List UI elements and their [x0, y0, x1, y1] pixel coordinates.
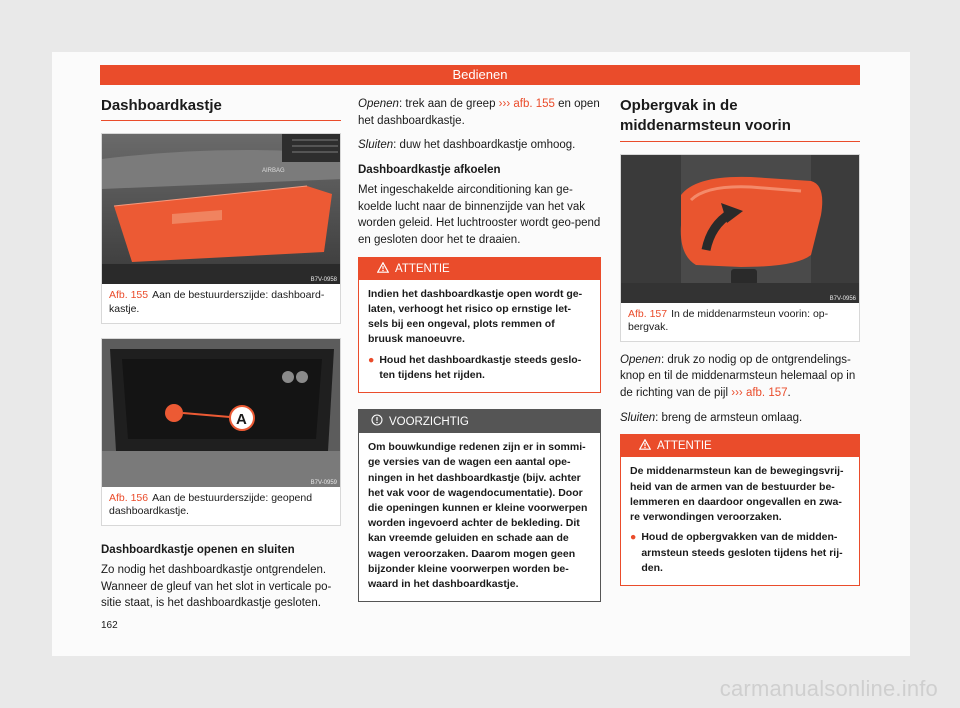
warning-title: ATTENTIE: [657, 440, 712, 453]
glovebox-closed-illustration: [102, 134, 340, 284]
info-circle-icon: [371, 414, 383, 429]
arrow-glyph: ›››: [498, 98, 511, 110]
column-right: [620, 96, 860, 586]
figure-156-image: [102, 339, 340, 487]
figure-155-image: [102, 134, 340, 284]
caption-text: Aan de bestuurderszijde: dashboard-kastje.: [109, 289, 325, 315]
figure-link[interactable]: afb. 155: [513, 98, 555, 110]
bullet-dot-icon: ●: [630, 531, 637, 544]
figure-code: B7V-0959: [310, 479, 337, 486]
open-text-end: .: [787, 387, 791, 400]
column-left: [101, 96, 341, 620]
bullet-dot-icon: ●: [368, 353, 375, 366]
subsection: [101, 542, 341, 612]
cooling-heading: Dashboardkastje afkoelen: [358, 164, 501, 177]
open-text: : druk zo nodig op de ontgrendelings-knop en til de middenarmsteun helemaal op in de richting van de pijl: [620, 353, 856, 400]
section-title-wrapper: [620, 96, 860, 142]
warning-box: [620, 434, 860, 586]
close-text: : duw het dashboardkastje omhoog.: [393, 139, 576, 152]
figure-code: B7V-0956: [829, 295, 856, 302]
watermark: carmanualsonline.info: [719, 676, 938, 701]
subheading: Dashboardkastje openen en sluiten: [101, 543, 295, 556]
section-title: Dashboardkastje: [101, 97, 222, 114]
warning-triangle-icon: [639, 439, 651, 453]
figure-ref: Afb. 155: [109, 289, 149, 302]
figure-ref: Afb. 156: [109, 491, 149, 504]
caution-header: [359, 410, 600, 433]
warning-body: [359, 280, 600, 392]
figure-156: [101, 338, 341, 526]
figure-157-caption: [621, 303, 859, 341]
warning-bullet: [368, 353, 591, 383]
figure-156-caption: [102, 487, 340, 525]
warning-text: De middenarmsteun kan de bewegingsvrij-heid van de armen van de bestuurder be-lemmeren en daardoor ongevallen en zwa-re verwondingen veroorzaken.: [630, 465, 844, 524]
figure-link[interactable]: afb. 157: [745, 387, 788, 400]
bullet-text: Houd de opbergvakken van de midden-armsteun steeds gesloten tijdens het rij-den.: [641, 531, 843, 574]
caution-title: VOORZICHTIG: [389, 415, 469, 428]
arrow-glyph: ›››: [731, 387, 743, 400]
page-number: 162: [101, 620, 118, 631]
open-instruction: [358, 96, 601, 129]
close-text: : breng de armsteun omlaag.: [655, 411, 803, 424]
warning-title: ATTENTIE: [395, 262, 450, 275]
open-label: Openen: [358, 98, 399, 110]
paragraph: Zo nodig het dashboardkastje ontgrendelen. Wanneer de gleuf van het slot in verticale po-sitie staat, is het dashboardkastje gesloten.: [101, 563, 332, 610]
glovebox-open-illustration: [102, 339, 340, 487]
warning-body: [621, 457, 859, 585]
open-text: : trek aan de greep: [398, 98, 499, 110]
caption-text: In de middenarmsteun voorin: op-bergvak.: [628, 307, 829, 334]
bullet-text: Houd het dashboardkastje steeds geslo-ten tijdens het rijden.: [379, 353, 582, 381]
close-instruction: [620, 410, 860, 427]
caption-text: Aan de bestuurderszijde: geopend dashboardkastje.: [109, 491, 313, 518]
airbag-label: AIRBAG: [262, 168, 285, 175]
callout-a: A: [236, 410, 247, 428]
open-instruction: [620, 352, 860, 402]
open-label: Openen: [620, 353, 661, 366]
cooling-paragraph: Met ingeschakelde airconditioning kan ge-koelde lucht naar de binnenzijde van het vak worden geleid. Het luchtrooster wordt geo-pend en gesloten door het te draaien.: [358, 184, 601, 247]
open-text-end: en open het dashboardkastje.: [358, 98, 600, 127]
close-instruction: [358, 137, 601, 154]
figure-155-caption: [102, 284, 340, 322]
figure-155: [101, 133, 341, 323]
figure-code: B7V-0958: [310, 277, 337, 284]
section-title-wrapper: [101, 96, 341, 121]
section-title: Opbergvak in de middenarmsteun voorin: [620, 97, 791, 135]
close-label: Sluiten: [620, 411, 656, 424]
warning-bullet: [630, 530, 850, 576]
warning-header: [359, 258, 600, 280]
close-label: Sluiten: [358, 139, 394, 152]
warning-text: Indien het dashboardkastje open wordt ge-laten, verhoogt het risico op ernstige let-sels bij een ongeval, plots remmen of bruusk manoeuvre.: [368, 287, 583, 346]
figure-157: [620, 154, 860, 342]
warning-triangle-icon: [377, 262, 389, 276]
figure-157-image: [621, 155, 859, 303]
figure-ref: Afb. 157: [628, 307, 668, 320]
column-middle: [358, 96, 601, 602]
chapter-header: Bedienen: [100, 65, 860, 85]
caution-body: Om bouwkundige redenen zijn er in sommi-ge versies van de wagen een aantal ope-ningen in het dashboardkastje (bijv. achter het vak voor de wagendocumentatie). Door die openingen kunnen er kleine voorwerpen worden ingevoerd achter de bekleding. Dit kan vreemde geluiden en schade aan de wagen veroorzaken. Daarom mogen geen bijzonder kleine voorwerpen worden be-waard in het dashboardkastje.: [368, 441, 588, 591]
caution-box: [358, 409, 601, 602]
warning-box: [358, 257, 601, 393]
warning-header: [621, 435, 859, 457]
armrest-illustration: [621, 155, 859, 303]
